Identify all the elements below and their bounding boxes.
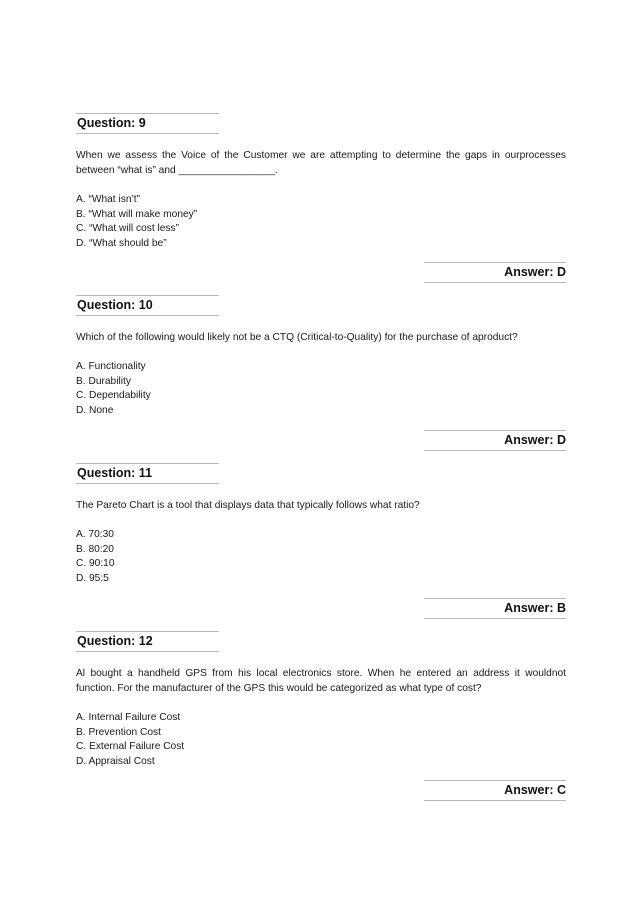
question-block — [76, 631, 566, 769]
option-a: A. Internal Failure Cost — [76, 712, 181, 723]
question-header: Question: 9 — [76, 113, 219, 134]
answer-options — [76, 193, 566, 251]
question-text: When we assess the Voice of the Customer we are attempting to determine the gaps in ourprocesses between “what is” and _________________. — [76, 150, 566, 176]
question-block — [76, 463, 566, 586]
option-b: B. Prevention Cost — [76, 726, 161, 738]
question-block — [76, 295, 566, 418]
question-header: Question: 12 — [76, 631, 219, 652]
option-d: D. None — [76, 404, 114, 416]
answer-label: Answer: B — [424, 598, 566, 619]
question-block — [76, 113, 566, 251]
answer-label: Answer: D — [424, 430, 566, 451]
question-header: Question: 11 — [76, 463, 219, 484]
option-c: C. External Failure Cost — [76, 741, 185, 752]
question-text: Which of the following would likely not be a CTQ (Critical-to-Quality) for the purchase of aproduct? — [76, 332, 518, 343]
question-text: The Pareto Chart is a tool that displays data that typically follows what ratio? — [76, 500, 420, 511]
question-text: Al bought a handheld GPS from his local electronics store. When he entered an address it wouldnot function. For the manufacturer of the GPS this would be categorized as what type of cost? — [76, 668, 566, 694]
option-b: B. “What will make money” — [76, 208, 198, 220]
answer-options — [76, 711, 566, 769]
option-c: C. 90:10 — [76, 558, 115, 569]
answer-label: Answer: C — [424, 780, 566, 801]
option-d: D. Appraisal Cost — [76, 755, 155, 767]
answer-options — [76, 528, 566, 586]
option-d: D. “What should be” — [76, 237, 167, 249]
answer-options — [76, 360, 566, 418]
option-a: A. Functionality — [76, 361, 146, 372]
option-b: B. Durability — [76, 375, 131, 387]
option-c: C. Dependability — [76, 390, 151, 401]
question-header: Question: 10 — [76, 295, 219, 316]
option-d: D. 95:5 — [76, 572, 109, 584]
option-a: A. “What isn’t” — [76, 194, 140, 205]
option-a: A. 70:30 — [76, 529, 114, 540]
option-b: B. 80:20 — [76, 543, 114, 555]
answer-label: Answer: D — [424, 262, 566, 283]
option-c: C. “What will cost less” — [76, 223, 180, 234]
